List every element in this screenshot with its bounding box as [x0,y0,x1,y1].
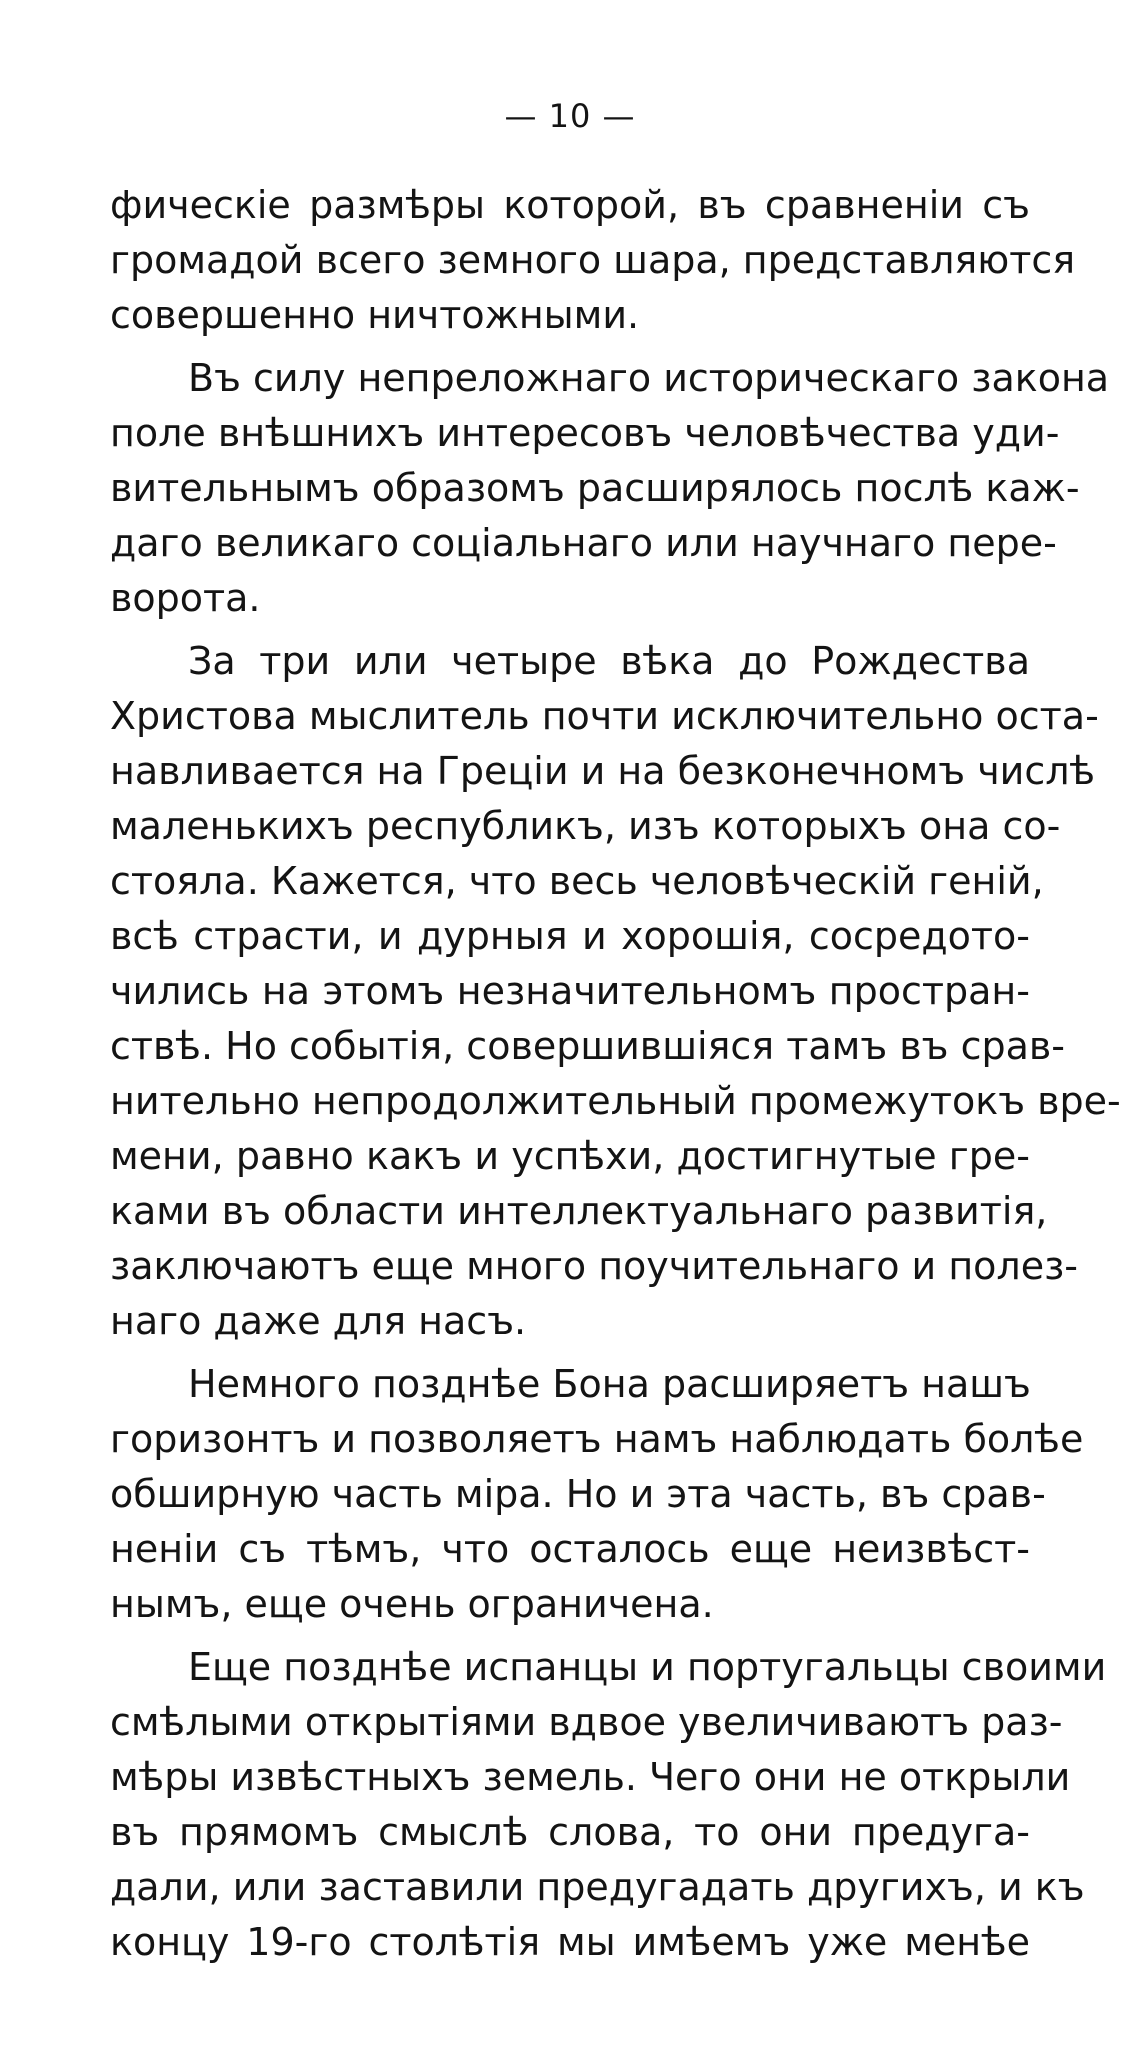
text-line: обширную часть міра. Но и эта часть, въ срав- [110,1472,1046,1516]
text-line: смѣлыми открытіями вдвое увеличиваютъ раз- [110,1700,1063,1744]
text-line: даго великаго соціальнаго или научнаго пере- [110,521,1057,565]
text-line: нымъ, еще очень ограничена. [110,1582,714,1626]
text-line: ворота. [110,576,261,620]
text-line: фическіе размѣры которой, въ сравненіи съ [110,183,1030,227]
text-line: концу 19-го столѣтія мы имѣемъ уже менѣе [110,1920,1030,1964]
text-line: Христова мыслитель почти исключительно оста- [110,694,1099,738]
text-line: громадой всего земного шара, представляются [110,238,1076,282]
text-line: Немного позднѣе Бона расширяетъ нашъ [188,1362,1031,1406]
text-line: наго даже для насъ. [110,1299,527,1343]
text-line: горизонтъ и позволяетъ намъ наблюдать болѣе [110,1417,1084,1461]
page-number: — 10 — [504,97,636,135]
text-line: мѣры извѣстныхъ земель. Чего они не открыли [110,1755,1071,1799]
text-line: Въ силу непреложнаго историческаго закона [188,356,1110,400]
paragraph-4 [110,1357,1084,1632]
text-line: въ прямомъ смыслѣ слова, то они предуга- [110,1810,1030,1854]
body-text [110,178,1121,1978]
text-line: поле внѣшнихъ интересовъ человѣчества уди- [110,411,1060,455]
text-line: дали, или заставили предугадать другихъ, и къ [110,1865,1085,1909]
text-line: мени, равно какъ и успѣхи, достигнутые гре- [110,1134,1030,1178]
text-line: Еще позднѣе испанцы и португальцы своими [188,1645,1107,1689]
text-line: заключаютъ еще много поучительнаго и полез- [110,1244,1078,1288]
paragraph-2 [110,351,1110,626]
paragraph-5 [110,1640,1107,1970]
paragraph-1 [110,178,1076,343]
text-line: неніи съ тѣмъ, что осталось еще неизвѣст- [110,1527,1030,1571]
text-line: совершенно ничтожными. [110,293,640,337]
text-line: За три или четыре вѣка до Рождества [188,639,1030,683]
text-line: вительнымъ образомъ расширялось послѣ каж- [110,466,1080,510]
text-line: навливается на Греціи и на безконечномъ числѣ [110,749,1096,793]
text-line: маленькихъ республикъ, изъ которыхъ она со- [110,804,1061,848]
text-line: ками въ области интеллектуальнаго развитія, [110,1189,1048,1233]
text-line: стояла. Кажется, что весь человѣческій геній, [110,859,1044,903]
text-line: ствѣ. Но событія, совершившіяся тамъ въ срав- [110,1024,1065,1068]
text-line: нительно непродолжительный промежутокъ вре- [110,1079,1121,1123]
paragraph-3 [110,634,1121,1349]
text-line: всѣ страсти, и дурныя и хорошія, сосредото- [110,914,1030,958]
text-line: чились на этомъ незначительномъ простран- [110,969,1030,1013]
